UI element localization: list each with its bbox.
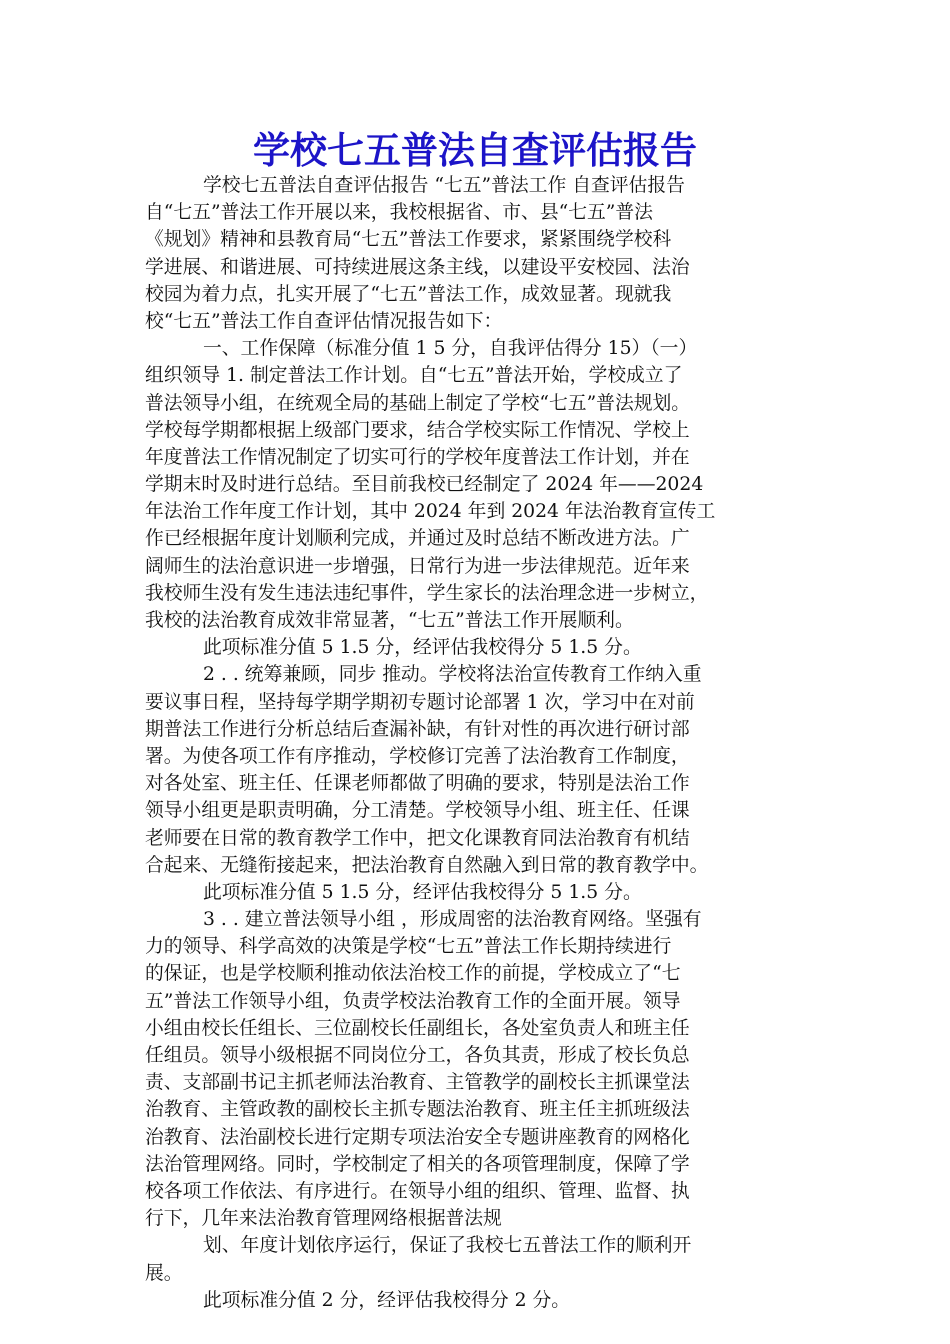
paragraph [145,906,809,1232]
paragraph [145,634,809,661]
paragraph-line: 法治管理网络。同时，学校制定了相关的各项管理制度，保障了学 [145,1153,690,1175]
paragraph [145,661,809,879]
paragraph-line: 小组由校长任组长、三位副校长任副组长，各处室负责人和班主任 [145,1017,690,1039]
paragraph-line: 此项标准分值 5 1.5 分，经评估我校得分 5 1.5 分。 [203,881,642,903]
paragraph-line: 3 . . 建立普法领导小组 ，形成周密的法治教育网络。坚强有 [203,909,702,931]
paragraph-line: 自“七五”普法工作开展以来，我校根据省、市、县“七五”普法 [145,202,653,224]
paragraph-line: 年法治工作年度工作计划，其中 2024 年到 2024 年法治教育宣传工 [145,501,716,523]
paragraph-line: 组织领导 1. 制定普法工作计划。自“七五”普法开始，学校成立了 [145,365,683,387]
paragraph-line: 我校师生没有发生违法违纪事件，学生家长的法治理念进一步树立， [145,582,709,604]
paragraph [145,1287,809,1314]
paragraph-line: 的保证，也是学校顺利推动依法治校工作的前提，学校成立了“七 [145,963,681,985]
paragraph-line: 2 . . 统筹兼顾，同步 推动。学校将法治宣传教育工作纳入重 [203,664,702,686]
paragraph-line: 责、支部副书记主抓老师法治教育、主管教学的副校长主抓课堂法 [145,1072,690,1094]
paragraph-line: 学进展、和谐进展、可持续进展这条主线，以建设平安校园、法治 [145,256,690,278]
paragraph [145,172,809,335]
paragraph-line: 此项标准分值 5 1.5 分，经评估我校得分 5 1.5 分。 [203,637,642,659]
document-body [145,172,809,1314]
paragraph-line: 五”普法工作领导小组，负责学校法治教育工作的全面开展。领导 [145,990,681,1012]
paragraph [145,335,809,634]
paragraph-line: 对各处室、班主任、任课老师都做了明确的要求，特别是法治工作 [145,773,690,795]
paragraph-line: 合起来、无缝衔接起来，把法治教育自然融入到日常的教育教学中。 [145,854,709,876]
paragraph-line: 学期末时及时进行总结。至目前我校已经制定了 2024 年——2024 [145,474,704,496]
paragraph-line: 行下，几年来法治教育管理网络根据普法规 [145,1208,502,1230]
paragraph-line: 一、工作保障（标准分值 1 5 分，自我评估得分 15）（一） [203,338,698,360]
paragraph-line: 力的领导、科学高效的决策是学校“七五”普法工作长期持续进行 [145,936,672,958]
paragraph-line: 阔师生的法治意识进一步增强，日常行为进一步法律规范。近年来 [145,555,690,577]
paragraph-line: 《规划》精神和县教育局“七五”普法工作要求，紧紧围绕学校科 [145,229,672,251]
paragraph-line: 学校每学期都根据上级部门要求，结合学校实际工作情况、学校上 [145,419,690,441]
paragraph-line: 任组员。领导小级根据不同岗位分工，各负其责，形成了校长负总 [145,1045,690,1066]
paragraph-line: 期普法工作进行分析总结后查漏补缺，有针对性的再次进行研讨部 [145,718,690,740]
paragraph-line: 校园为着力点，扎实开展了“七五”普法工作，成效显著。现就我 [145,283,672,305]
paragraph-line: 划、年度计划依序运行，保证了我校七五普法工作的顺利开 [203,1235,692,1257]
paragraph-line: 治教育、法治副校长进行定期专项法治安全专题讲座教育的网格化 [145,1126,690,1148]
paragraph-line: 校“七五”普法工作自查评估情况报告如下： [145,310,503,332]
paragraph-line: 领导小组更是职责明确，分工清楚。学校领导小组、班主任、任课 [145,800,690,822]
paragraph-line: 要议事日程，坚持每学期学期初专题讨论部署 1 次，学习中在对前 [145,691,695,713]
paragraph-line: 此项标准分值 2 分，经评估我校得分 2 分。 [203,1289,571,1311]
paragraph [145,879,809,906]
paragraph-line: 普法领导小组，在统观全局的基础上制定了学校“七五”普法规划。 [145,392,691,414]
document-title: 学校七五普法自查评估报告 [253,128,697,172]
paragraph [145,1232,809,1286]
paragraph-line: 学校七五普法自查评估报告 “七五”普法工作 自查评估报告 [203,175,685,196]
paragraph-line: 我校的法治教育成效非常显著，“七五”普法工作开展顺利。 [145,610,634,631]
paragraph-line: 展。 [145,1262,183,1284]
paragraph-line: 年度普法工作情况制定了切实可行的学校年度普法工作计划，并在 [145,446,690,468]
paragraph-line: 老师要在日常的教育教学工作中，把文化课教育同法治教育有机结 [145,827,690,849]
paragraph-line: 治教育、主管政教的副校长主抓专题法治教育、班主任主抓班级法 [145,1099,690,1121]
paragraph-line: 校各项工作依法、有序进行。在领导小组的组织、管理、监督、执 [145,1180,690,1202]
paragraph-line: 作已经根据年度计划顺利完成，并通过及时总结不断改进方法。广 [145,528,690,550]
paragraph-line: 署。为使各项工作有序推动，学校修订完善了法治教育工作制度， [145,745,690,767]
